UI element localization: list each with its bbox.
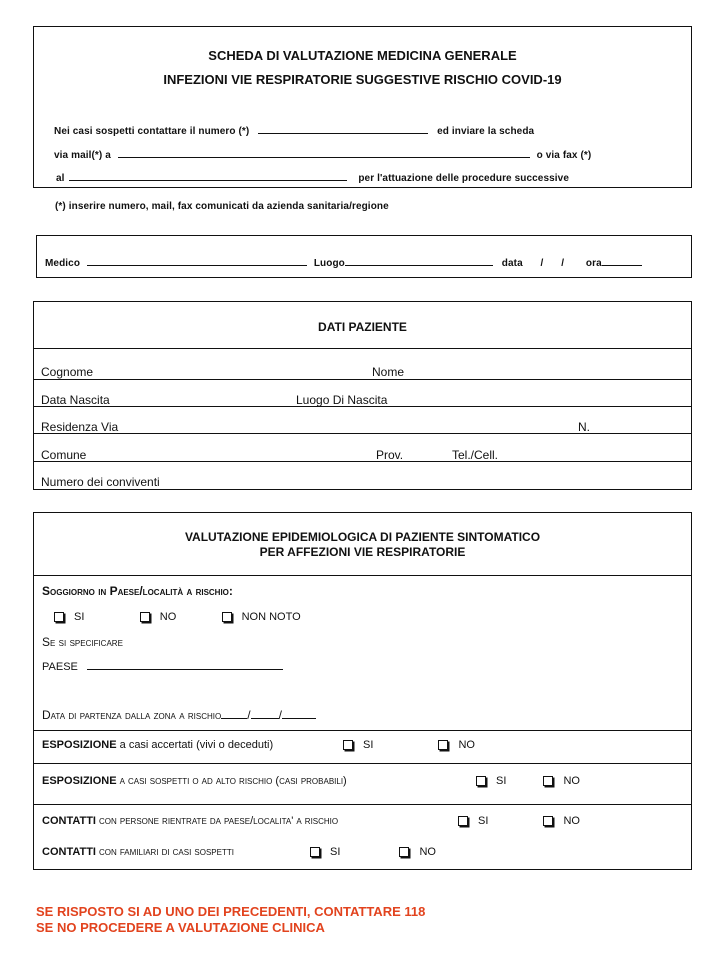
departure-day-field[interactable] [221, 708, 247, 719]
contact-returned-yes-checkbox[interactable] [458, 816, 468, 826]
exposure-suspected-row [42, 775, 347, 787]
epi-title-1: VALUTAZIONE EPIDEMIOLOGICA DI PAZIENTE SINTOMATICO [184, 530, 541, 544]
footnote: (*) inserire numero, mail, fax comunicati da azienda sanitaria/regione [55, 201, 389, 212]
epi-title-2: PER AFFEZIONI VIE RESPIRATORIE [259, 545, 466, 559]
surname-label: Cognome [41, 365, 94, 379]
contact-returned-options [458, 815, 580, 827]
form-subtitle: INFEZIONI VIE RESPIRATORIE SUGGESTIVE RISCHIO COVID-19 [163, 72, 562, 87]
contact-number-field[interactable] [258, 123, 428, 134]
contact-family-label: con familiari di casi sospetti [99, 846, 234, 858]
patient-box [33, 301, 692, 490]
stay-yes-checkbox[interactable] [54, 612, 64, 622]
exposure-confirmed-bold: ESPOSIZIONE [42, 739, 117, 751]
cohabitants-label: Numero dei conviventi [41, 475, 160, 489]
contact-family-no-checkbox[interactable] [399, 847, 409, 857]
send-form-label: ed inviare la scheda [437, 126, 535, 137]
doctor-box [36, 235, 692, 278]
contact-line-1 [54, 123, 534, 137]
phone-label: Tel./Cell. [452, 448, 499, 462]
departure-year-field[interactable] [282, 708, 316, 719]
departure-label: Data di partenza dalla zona a rischio [42, 708, 222, 722]
exposure-confirmed-note: (vivi o deceduti) [196, 739, 274, 751]
procedures-label: per l'attuazione delle procedure successive [358, 173, 569, 184]
country-row [42, 659, 283, 673]
fax-label: o via fax (*) [536, 150, 592, 161]
contact-family-options [310, 846, 436, 858]
contact-returned-no-checkbox[interactable] [543, 816, 553, 826]
specify-label: Se si specificare [42, 635, 123, 649]
country-field[interactable] [87, 659, 283, 670]
place-field[interactable] [345, 255, 493, 266]
stay-unknown-label: NON NOTO [241, 611, 301, 623]
stay-no-label: NO [159, 611, 177, 623]
stay-unknown-checkbox[interactable] [222, 612, 232, 622]
exposure-suspected-bold: ESPOSIZIONE [42, 775, 117, 787]
exposure-suspected-label: a casi sospetti o ad alto rischio (casi probabili) [119, 775, 347, 787]
contact-family-bold: CONTATTI [42, 846, 96, 858]
time-field[interactable] [602, 255, 642, 266]
stay-options [54, 609, 301, 623]
exposure-confirmed-options [343, 739, 475, 751]
contact-line-3 [56, 170, 569, 184]
date-label: data [501, 258, 523, 269]
mail-field[interactable] [118, 147, 530, 158]
mail-label: via mail(*) a [54, 150, 111, 161]
house-number-label: N. [578, 420, 590, 434]
time-label: ora [585, 258, 602, 269]
date-slash-1: / [540, 258, 544, 269]
doctor-field[interactable] [87, 255, 307, 266]
fax-to-label: al [56, 173, 65, 184]
country-label: PAESE [42, 661, 78, 673]
stay-question: Soggiorno in Paese/località a rischio: [42, 584, 233, 598]
exposure-confirmed-no-label: NO [458, 739, 475, 751]
header-box [33, 26, 692, 188]
exposure-suspected-no-label: NO [563, 775, 580, 787]
exposure-confirmed-yes-checkbox[interactable] [343, 740, 353, 750]
exposure-suspected-yes-label: SI [496, 775, 507, 787]
contact-family-no-label: NO [419, 846, 436, 858]
stay-no-checkbox[interactable] [140, 612, 150, 622]
contact-returned-label: con persone rientrate da paese/localita' a rischio [99, 815, 339, 827]
contact-line-2 [54, 147, 591, 161]
exposure-suspected-options [476, 775, 580, 787]
departure-month-field[interactable] [251, 708, 279, 719]
departure-row: Data di partenza dalla zona a rischio / / [42, 708, 316, 722]
contact-family-row [42, 846, 234, 858]
contact-returned-row [42, 815, 338, 827]
stay-yes-label: SI [74, 611, 85, 623]
name-label: Nome [372, 365, 405, 379]
exposure-confirmed-row [42, 739, 273, 751]
contact-number-label: Nei casi sospetti contattare il numero (*) [54, 126, 250, 137]
contact-returned-no-label: NO [563, 815, 580, 827]
date-slash-2: / [561, 258, 565, 269]
place-label: Luogo [313, 258, 345, 269]
exposure-suspected-no-checkbox[interactable] [543, 776, 553, 786]
address-label: Residenza Via [41, 420, 119, 434]
contact-family-yes-checkbox[interactable] [310, 847, 320, 857]
form-title: SCHEDA DI VALUTAZIONE MEDICINA GENERALE [208, 48, 517, 63]
contact-family-yes-label: SI [330, 846, 341, 858]
epidemiology-box [33, 512, 692, 870]
warning-line-1: SE RISPOSTO SI AD UNO DEI PRECEDENTI, CONTATTARE 118 [36, 904, 426, 919]
exposure-confirmed-label: a casi accertati [119, 739, 194, 751]
birth-date-label: Data Nascita [41, 393, 110, 407]
doctor-label: Medico [45, 258, 81, 269]
exposure-confirmed-yes-label: SI [363, 739, 374, 751]
exposure-suspected-yes-checkbox[interactable] [476, 776, 486, 786]
birth-place-label: Luogo Di Nascita [296, 393, 388, 407]
city-label: Comune [41, 448, 87, 462]
doctor-row [45, 255, 642, 269]
province-label: Prov. [376, 448, 404, 462]
warning-line-2: SE NO PROCEDERE A VALUTAZIONE CLINICA [36, 920, 325, 935]
contact-returned-yes-label: SI [478, 815, 489, 827]
fax-field[interactable] [69, 170, 347, 181]
patient-section-title: DATI PAZIENTE [318, 320, 407, 334]
contact-returned-bold: CONTATTI [42, 815, 96, 827]
exposure-confirmed-no-checkbox[interactable] [438, 740, 448, 750]
